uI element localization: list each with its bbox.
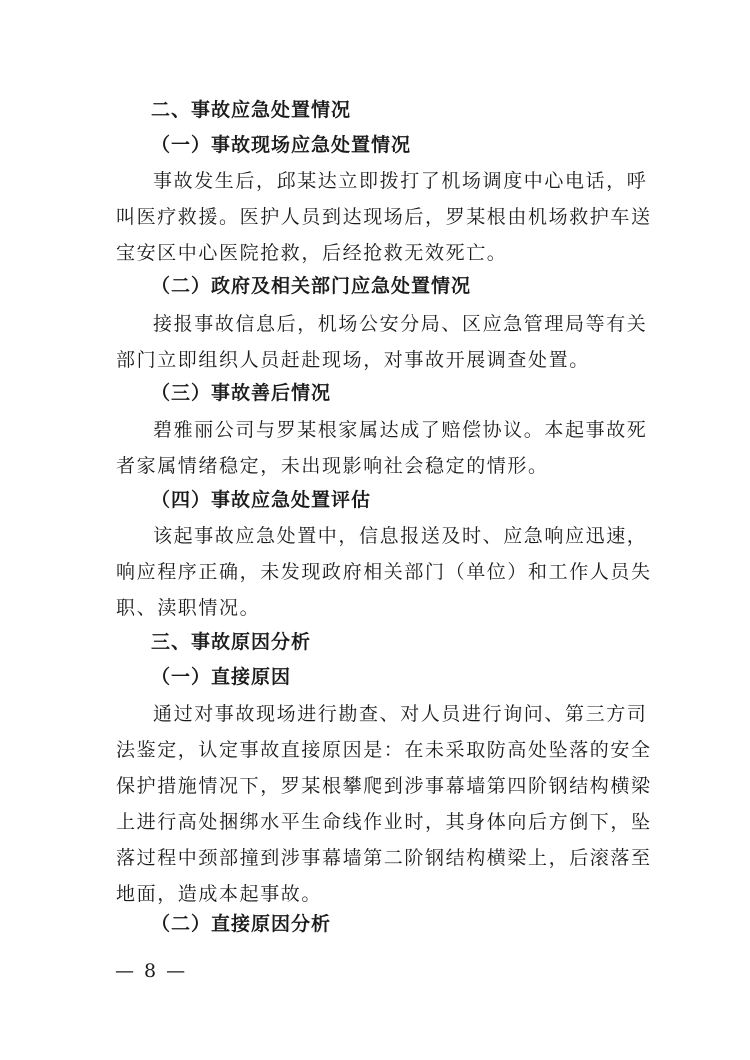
paragraph-line: 通过对事故现场进行勘查、对人员进行询问、第三方司	[153, 703, 648, 725]
section-heading: 二、事故应急处置情况	[151, 99, 352, 121]
page-number: — 8 —	[115, 960, 188, 982]
paragraph-line: 接报事故信息后，机场公安分局、区应急管理局等有关	[153, 313, 648, 335]
subsection-heading: （二）政府及相关部门应急处置情况	[151, 275, 472, 297]
paragraph-line: 部门立即组织人员赶赴现场，对事故开展调查处置。	[116, 349, 590, 371]
paragraph-line: 宝安区中心医院抢救，后经抢救无效死亡。	[116, 242, 508, 264]
paragraph-line: 响应程序正确，未发现政府相关部门（单位）和工作人员失	[116, 561, 652, 583]
paragraph-line: 该起事故应急处置中，信息报送及时、应急响应迅速，	[153, 525, 648, 547]
paragraph-line: 地面，造成本起事故。	[116, 883, 323, 905]
paragraph-line: 法鉴定，认定事故直接原因是：在未采取防高处坠落的安全	[116, 739, 652, 761]
section-heading: 三、事故原因分析	[151, 631, 312, 653]
paragraph-line: 叫医疗救援。医护人员到达现场后，罗某根由机场救护车送	[116, 206, 652, 228]
paragraph-line: 保护措施情况下，罗某根攀爬到涉事幕墙第四阶钢结构横梁	[116, 775, 652, 797]
subsection-heading: （一）事故现场应急处置情况	[151, 134, 412, 156]
paragraph-line: 事故发生后，邱某达立即拨打了机场调度中心电话，呼	[153, 170, 648, 192]
paragraph-line: 职、渎职情况。	[116, 597, 261, 619]
subsection-heading: （二）直接原因分析	[151, 913, 332, 935]
paragraph-line: 落过程中颈部撞到涉事幕墙第二阶钢结构横梁上，后滚落至	[116, 847, 652, 869]
subsection-heading: （四）事故应急处置评估	[151, 489, 372, 511]
paragraph-line: 碧雅丽公司与罗某根家属达成了赔偿协议。本起事故死	[153, 419, 648, 441]
paragraph-line: 上进行高处捆绑水平生命线作业时，其身体向后方倒下，坠	[116, 811, 652, 833]
subsection-heading: （一）直接原因	[151, 666, 292, 688]
paragraph-line: 者家属情绪稳定，未出现影响社会稳定的情形。	[116, 455, 549, 477]
subsection-heading: （三）事故善后情况	[151, 382, 332, 404]
